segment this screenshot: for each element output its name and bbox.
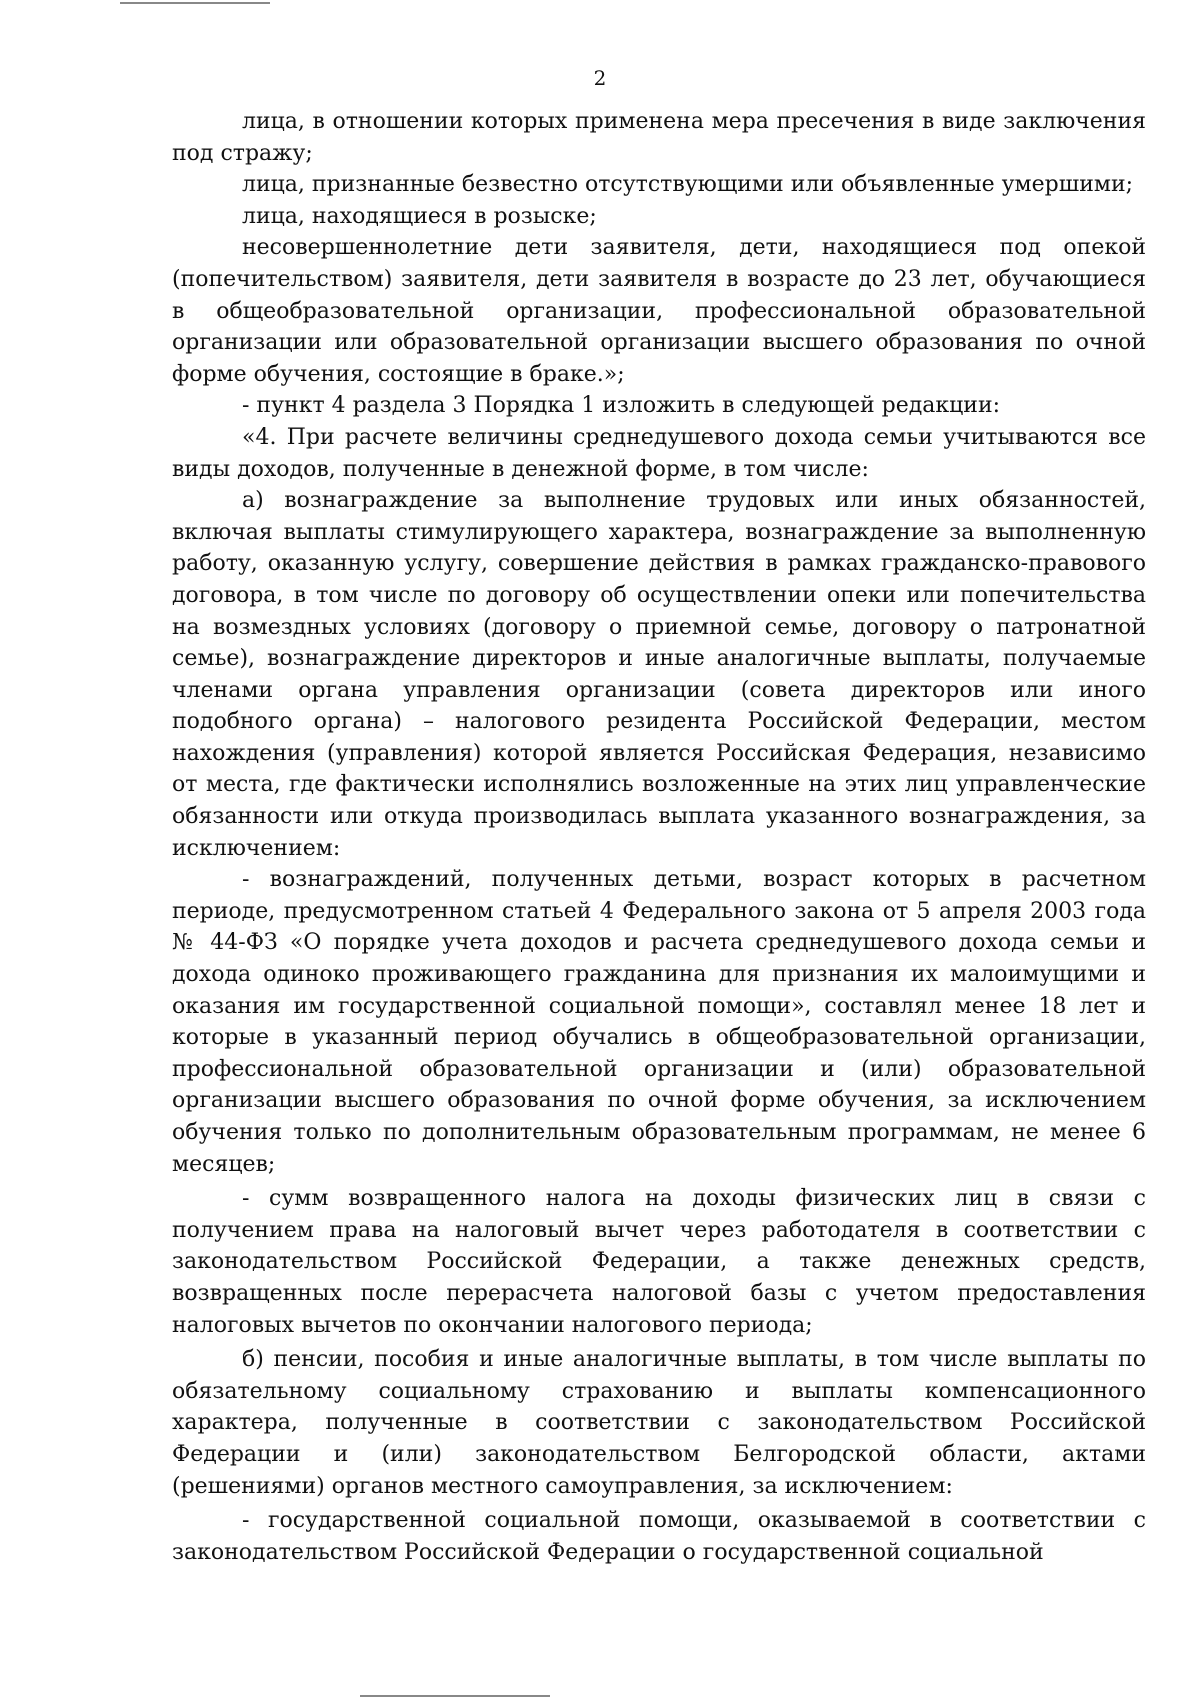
scan-artifact-bottom (360, 1695, 550, 1697)
paragraph: б) пенсии, пособия и иные аналогичные выплаты, в том числе выплаты по обязательному социальному страхованию и выплаты компенсационного характера, полученные в соответствии с законодательством Российской Федерации и (или) законодательством Белгородской области, актами (решениями) органов местного самоуправления, за исключением: (172, 1347, 1146, 1499)
paragraph: - государственной социальной помощи, оказываемой в соответствии с законодательством Российской Федерации о государственной социальной (172, 1508, 1146, 1565)
paragraph: - сумм возвращенного налога на доходы физических лиц в связи с получением права на налоговый вычет через работодателя в соответствии с законодательством Российской Федерации, а также денежных средств, возвращенных после перерасчета налоговой базы с учетом предоставления налоговых вычетов по окончании налогового периода; (172, 1186, 1146, 1338)
page-number: 2 (593, 66, 607, 90)
paragraph: а) вознаграждение за выполнение трудовых или иных обязанностей, включая выплаты стимулирующего характера, вознаграждение за выполненную работу, оказанную услугу, совершение действия в рамках гражданско-правового договора, в том числе по договору об осуществлении опеки или попечительства на возмездных условиях (договору о приемной семье, договору о патронатной семье), вознаграждение директоров и иные аналогичные выплаты, получаемые членами органа управления организации (совета директоров или иного подобного органа) – налогового резидента Российской Федерации, местом нахождения (управления) которой является Российская Федерация, независимо от места, где фактически исполнялись возложенные на этих лиц управленческие обязанности или откуда производилась выплата указанного вознаграждения, за исключением: (172, 488, 1146, 861)
document-body (172, 106, 1146, 1568)
paragraph: лица, в отношении которых применена мера пресечения в виде заключения под стражу; (172, 109, 1146, 166)
paragraph: несовершеннолетние дети заявителя, дети, находящиеся под опекой (попечительством) заявителя, дети заявителя в возрасте до 23 лет, обучающиеся в общеобразовательной организации, профессиональной образовательной организации или образовательной организации высшего образования по очной форме обучения, состоящие в браке.»; (172, 235, 1146, 387)
scan-artifact-top (120, 2, 270, 4)
paragraph: «4. При расчете величины среднедушевого дохода семьи учитываются все виды доходов, полученные в денежной форме, в том числе: (172, 424, 1146, 482)
paragraph: - пункт 4 раздела 3 Порядка 1 изложить в следующей редакции: (242, 393, 1001, 419)
paragraph: - вознаграждений, полученных детьми, возраст которых в расчетном периоде, предусмотренном статьей 4 Федерального закона от 5 апреля 2003 года № 44-ФЗ «О порядке учета доходов и расчета среднедушевого дохода семьи и дохода одиноко проживающего гражданина для признания их малоимущими и оказания им государственной социальной помощи», составлял менее 18 лет и которые в указанный период обучались в общеобразовательной организации, профессиональной образовательной организации и (или) образовательной организации высшего образования по очной форме обучения, за исключением обучения только по дополнительным образовательным программам, не менее 6 месяцев; (172, 867, 1146, 1177)
paragraph: лица, признанные безвестно отсутствующими или объявленные умершими; (242, 172, 1134, 198)
paragraph: лица, находящиеся в розыске; (242, 203, 597, 229)
